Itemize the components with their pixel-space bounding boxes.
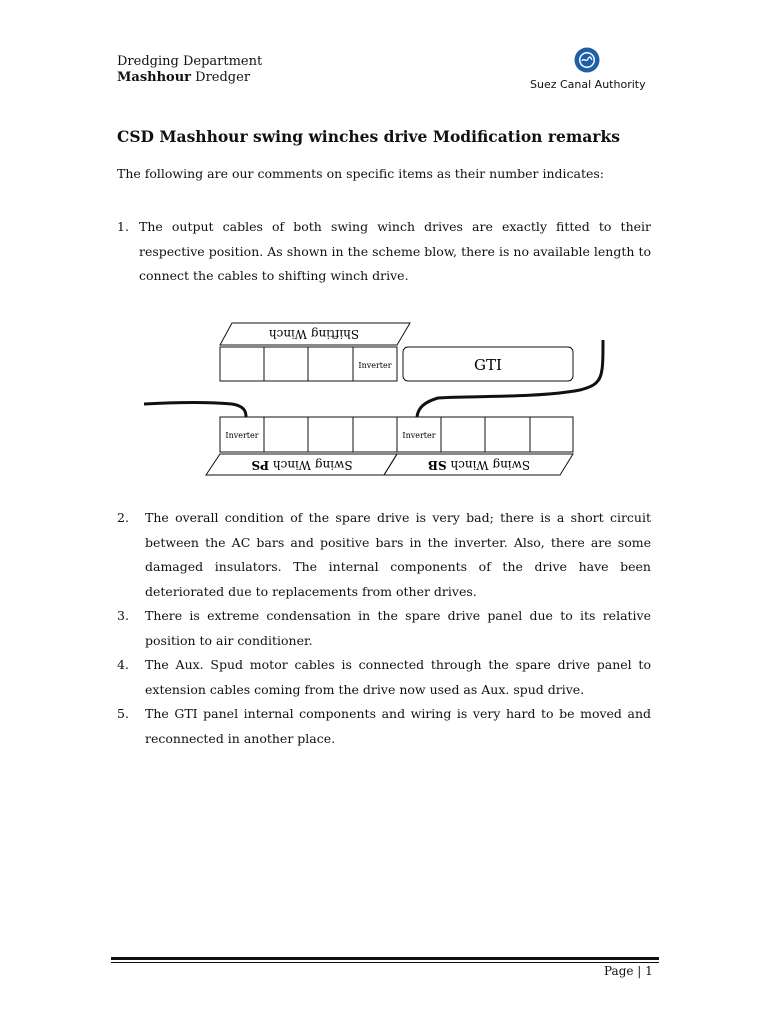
sb-cell-2 (441, 417, 485, 452)
page-title: CSD Mashhour swing winches drive Modification remarks (117, 127, 620, 146)
remarks-list (117, 506, 651, 751)
shifting-cell-3 (308, 347, 353, 381)
item-number: 1. (117, 219, 129, 234)
sb-cable (417, 340, 603, 417)
item-text: The overall condition of the spare drive is very bad; there is a short circuit between the AC bars and positive bars in the inverter. Also, there are some damaged insulators. The internal components of the drive have been deteriorated due to replacements from other drives. (145, 510, 651, 599)
suez-canal-logo (528, 44, 652, 98)
page-number: Page | 1 (604, 964, 653, 978)
shifting-cell-1 (220, 347, 264, 381)
ps-cell-2 (264, 417, 308, 452)
logo-emblem-icon (574, 47, 600, 73)
footer-divider (111, 957, 659, 965)
sb-inverter-label: Inverter (402, 431, 436, 440)
footer-line-thick (111, 957, 659, 960)
item-number: 2. (117, 510, 129, 525)
item-text: There is extreme condensation in the spare drive panel due to its relative position to air conditioner. (145, 608, 651, 648)
list-item-5 (117, 702, 651, 751)
shifting-cell-2 (264, 347, 308, 381)
list-item-2 (117, 506, 651, 604)
intro-text: The following are our comments on specific items as their number indicates: (117, 166, 605, 181)
logo-text: Suez Canal Authority (530, 78, 646, 91)
swing-winch-ps-label: Swing Winch PS (251, 458, 353, 472)
gti-label: GTI (474, 356, 502, 374)
item-text: The GTI panel internal components and wiring is very hard to be moved and reconnected in another place. (145, 706, 651, 746)
list-item-4 (117, 653, 651, 702)
ps-inverter-label: Inverter (225, 431, 259, 440)
item-text: The Aux. Spud motor cables is connected through the spare drive panel to extension cables coming from the drive now used as Aux. spud drive. (145, 657, 651, 697)
vessel-name-rest: Dredger (191, 70, 251, 85)
ps-cell-3 (308, 417, 353, 452)
item-number: 4. (117, 657, 129, 672)
list-item-1 (117, 215, 651, 289)
ps-cable (144, 403, 246, 418)
scheme-svg (140, 318, 620, 483)
vessel-name-bold: Mashhour (117, 70, 192, 85)
list-item-3 (117, 604, 651, 653)
drive-scheme-diagram (140, 318, 620, 483)
item-number: 5. (117, 706, 129, 721)
ps-cell-4 (353, 417, 397, 452)
footer-line-thin (111, 962, 659, 963)
item-number: 3. (117, 608, 129, 623)
header-department (117, 54, 262, 86)
department-name: Dredging Department (117, 54, 263, 69)
item-text: The output cables of both swing winch drives are exactly fitted to their respective position. As shown in the scheme blow, there is no available length to connect the cables to shifting winch drive. (139, 219, 651, 283)
sb-cell-3 (485, 417, 530, 452)
swing-winch-sb-label: Swing Winch SB (427, 458, 531, 472)
shifting-inverter-label: Inverter (358, 361, 392, 370)
shifting-winch-label: Shifting Winch (268, 327, 360, 341)
sb-cell-4 (530, 417, 573, 452)
vessel-name (117, 70, 262, 86)
